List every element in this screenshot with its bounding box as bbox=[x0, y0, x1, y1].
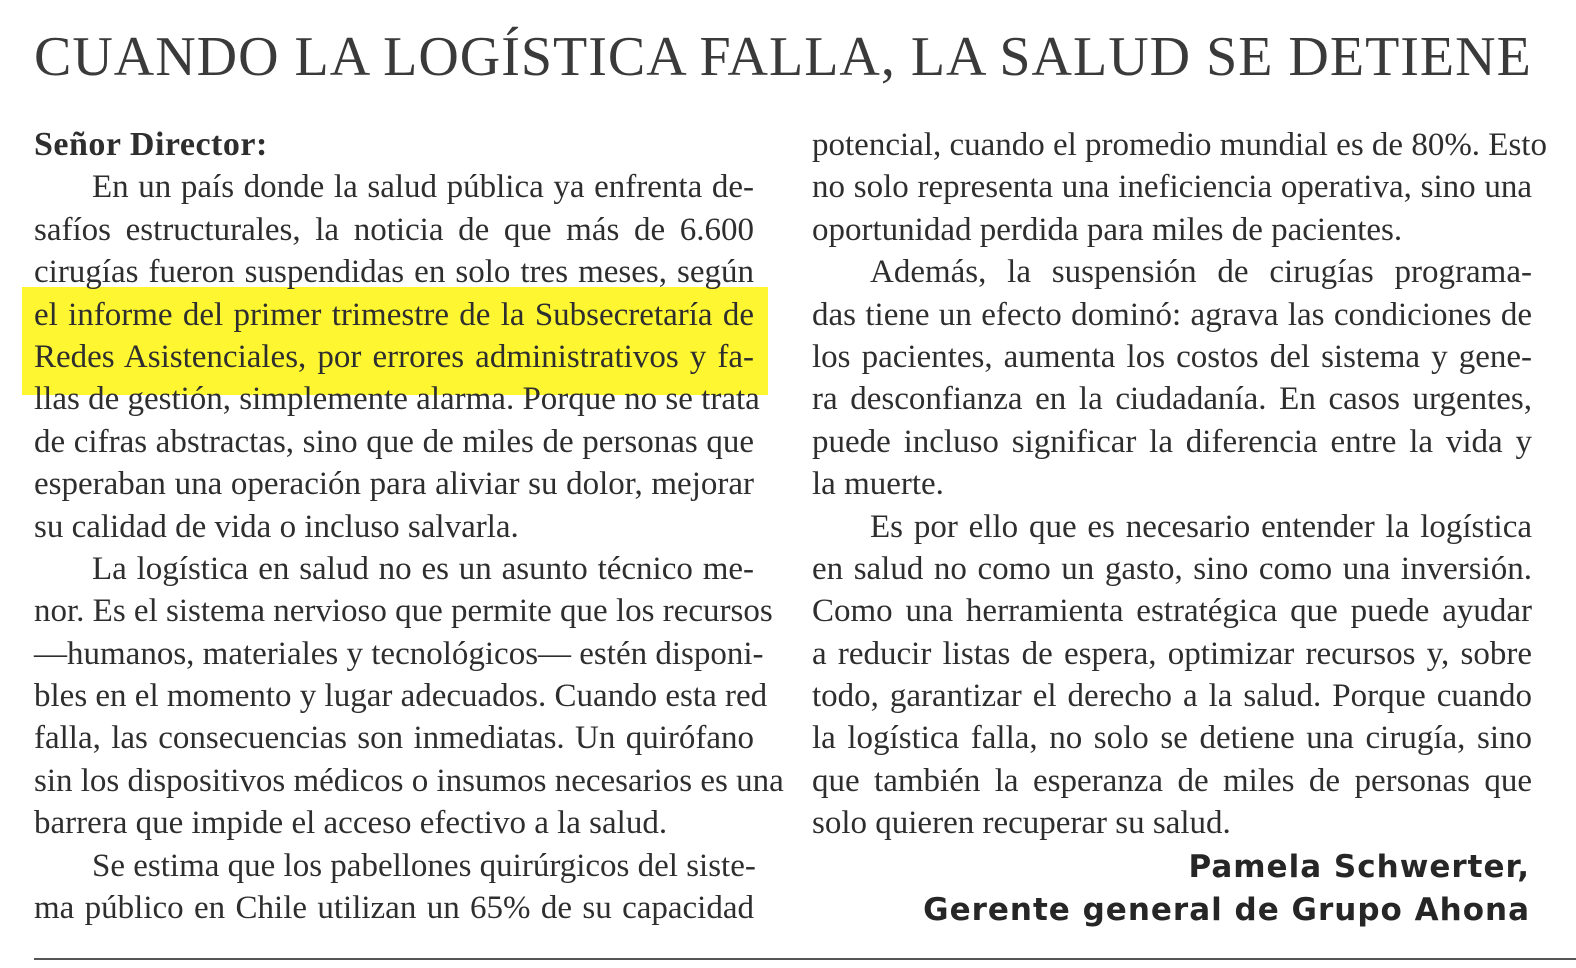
left-column bbox=[34, 124, 784, 929]
text-line: que también la esperanza de miles de personas que bbox=[812, 762, 1532, 799]
text-line: oportunidad perdida para miles de pacientes. bbox=[812, 211, 1403, 248]
signature-title: Gerente general de Grupo Ahona bbox=[923, 892, 1530, 928]
text-line: sin los dispositivos médicos o insumos necesarios es una bbox=[34, 762, 784, 799]
text-line: esperaban una operación para aliviar su dolor, mejorar bbox=[34, 466, 754, 503]
signature-name: Pamela Schwerter, bbox=[1188, 849, 1530, 885]
text-line-highlighted: el informe del primer trimestre de la Subsecretaría de bbox=[34, 296, 754, 333]
text-line: En un país donde la salud pública ya enfrenta de- bbox=[92, 169, 754, 206]
text-line: Como una herramienta estratégica que puede ayudar bbox=[812, 593, 1532, 630]
text-line: puede incluso significar la diferencia entre la vida y bbox=[812, 423, 1532, 460]
text-line: la logística falla, no solo se detiene una cirugía, sino bbox=[812, 720, 1532, 757]
text-line-highlighted: Redes Asistenciales, por errores administrativos y fa- bbox=[34, 338, 754, 375]
bottom-rule bbox=[34, 958, 1576, 960]
text-line: a reducir listas de espera, optimizar recursos y, sobre bbox=[812, 635, 1532, 672]
text-line: cirugías fueron suspendidas en solo tres meses, según bbox=[34, 254, 754, 291]
text-line: das tiene un efecto dominó: agrava las condiciones de bbox=[812, 296, 1532, 333]
text-line: no solo representa una ineficiencia operativa, sino una bbox=[812, 169, 1532, 206]
text-line: ma público en Chile utilizan un 65% de su capacidad bbox=[34, 890, 754, 927]
salutation: Señor Director: bbox=[34, 126, 268, 163]
text-line: en salud no como un gasto, sino como una inversión. bbox=[812, 550, 1532, 587]
text-line: Es por ello que es necesario entender la logística bbox=[870, 508, 1532, 545]
text-line: Se estima que los pabellones quirúrgicos del siste- bbox=[92, 847, 756, 884]
text-line: Además, la suspensión de cirugías programa- bbox=[870, 254, 1532, 291]
text-line: solo quieren recuperar su salud. bbox=[812, 805, 1231, 842]
text-line: todo, garantizar el derecho a la salud. Porque cuando bbox=[812, 678, 1532, 715]
text-line: su calidad de vida o incluso salvarla. bbox=[34, 508, 519, 545]
text-line: falla, las consecuencias son inmediatas. Un quirófano bbox=[34, 720, 754, 757]
text-line: potencial, cuando el promedio mundial es de 80%. Esto bbox=[812, 127, 1547, 163]
text-line: La logística en salud no es un asunto técnico me- bbox=[92, 550, 754, 587]
text-line: ra desconfianza en la ciudadanía. En casos urgentes, bbox=[812, 381, 1532, 418]
right-column bbox=[812, 124, 1547, 845]
text-line: barrera que impide el acceso efectivo a la salud. bbox=[34, 805, 668, 842]
text-line: bles en el momento y lugar adecuados. Cuando esta red bbox=[34, 678, 768, 715]
text-line: los pacientes, aumenta los costos del sistema y gene- bbox=[812, 338, 1532, 375]
text-line: llas de gestión, simplemente alarma. Porque no se trata bbox=[34, 381, 760, 418]
text-line: safíos estructurales, la noticia de que más de 6.600 bbox=[34, 211, 754, 248]
headline: CUANDO LA LOGÍSTICA FALLA, LA SALUD SE DETIENE bbox=[34, 26, 1532, 88]
text-line: nor. Es el sistema nervioso que permite que los recursos bbox=[34, 593, 773, 630]
text-line: la muerte. bbox=[812, 466, 944, 503]
text-line: de cifras abstractas, sino que de miles de personas que bbox=[34, 423, 754, 460]
text-line: —humanos, materiales y tecnológicos— estén disponi- bbox=[34, 635, 764, 672]
